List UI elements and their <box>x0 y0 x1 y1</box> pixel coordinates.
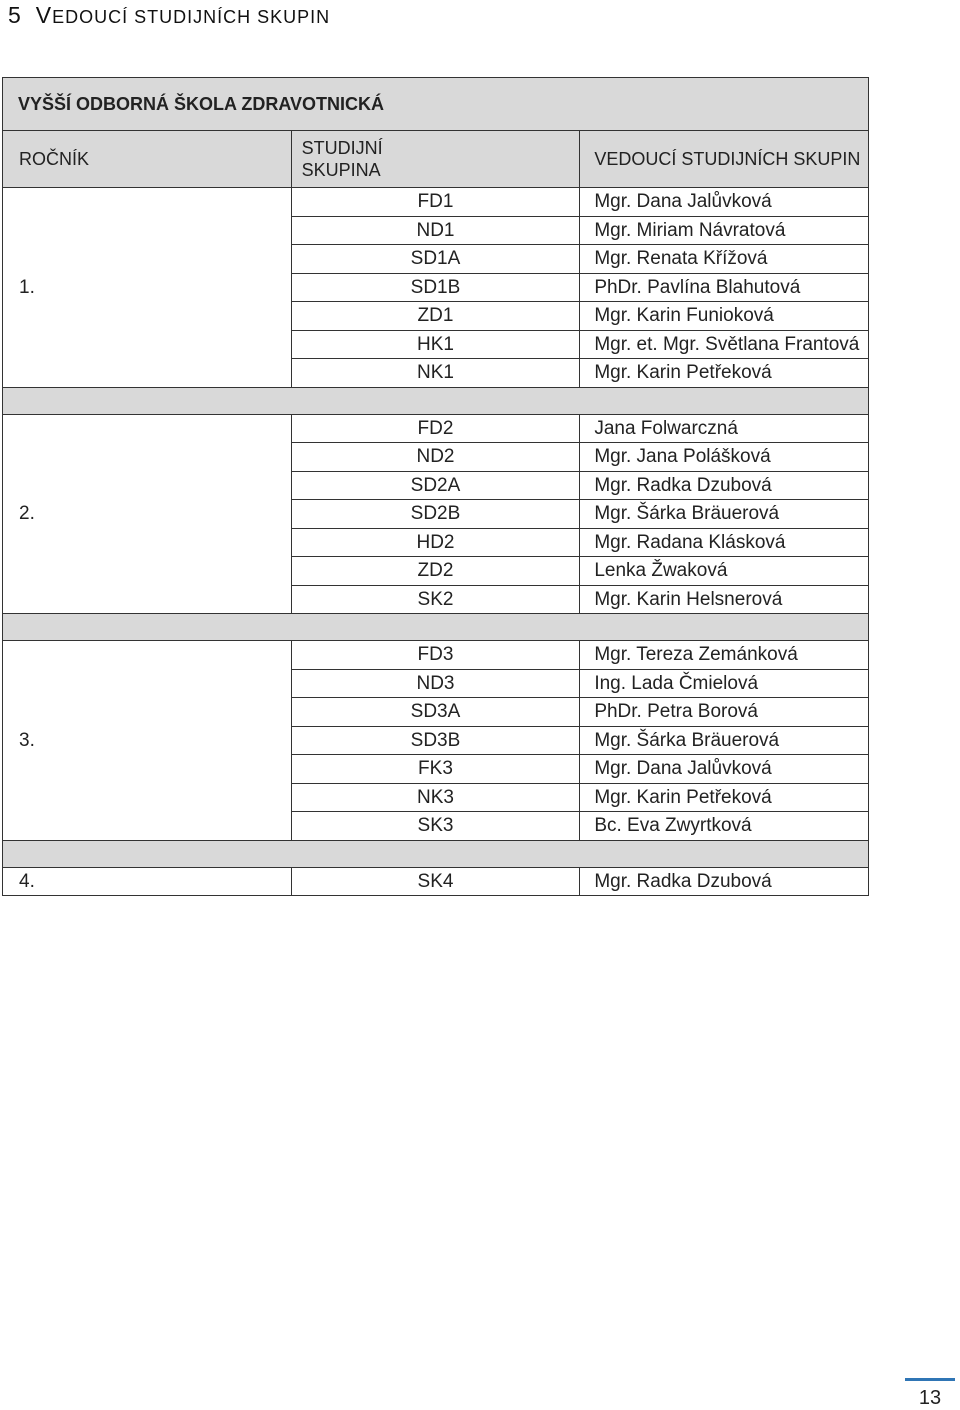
table-row <box>3 188 869 217</box>
section-heading <box>8 2 330 29</box>
leader-cell: Ing. Lada Čmielová <box>580 669 869 698</box>
group-cell: FK3 <box>291 755 580 784</box>
group-cell: ZD1 <box>291 302 580 331</box>
leader-cell: Mgr. Radana Klásková <box>580 528 869 557</box>
school-row <box>3 78 869 131</box>
page-number: 13 <box>905 1378 955 1410</box>
group-cell: FD1 <box>291 188 580 217</box>
header-group-line2: SKUPINA <box>301 160 381 180</box>
group-cell: ZD2 <box>291 557 580 586</box>
group-cell: NK3 <box>291 783 580 812</box>
group-cell: HD2 <box>291 528 580 557</box>
school-name: VYŠŠÍ ODBORNÁ ŠKOLA ZDRAVOTNICKÁ <box>3 78 869 131</box>
leader-cell: Mgr. Jana Polášková <box>580 443 869 472</box>
group-cell: SD3B <box>291 726 580 755</box>
leader-cell: Mgr. Renata Křížová <box>580 245 869 274</box>
leader-cell: Jana Folwarczná <box>580 414 869 443</box>
leader-cell: Mgr. Dana Jalůvková <box>580 188 869 217</box>
section-number: 5 <box>8 2 22 28</box>
year-cell: 1. <box>3 188 292 388</box>
leader-cell: PhDr. Petra Borová <box>580 698 869 727</box>
study-groups-table <box>2 77 869 896</box>
header-row <box>3 131 869 188</box>
year-cell: 3. <box>3 641 292 841</box>
group-cell: ND3 <box>291 669 580 698</box>
group-cell: ND1 <box>291 216 580 245</box>
group-cell: SD1B <box>291 273 580 302</box>
leader-cell: Mgr. Radka Dzubová <box>580 471 869 500</box>
leader-cell: Mgr. Miriam Návratová <box>580 216 869 245</box>
group-cell: SD2B <box>291 500 580 529</box>
table-row <box>3 641 869 670</box>
header-year: ROČNÍK <box>3 131 292 188</box>
leader-cell: Mgr. Šárka Bräuerová <box>580 500 869 529</box>
group-cell: FD2 <box>291 414 580 443</box>
group-cell: FD3 <box>291 641 580 670</box>
leader-cell: Mgr. Radka Dzubová <box>580 867 869 896</box>
header-group-line1: STUDIJNÍ <box>301 138 383 158</box>
group-cell: ND2 <box>291 443 580 472</box>
separator-row <box>3 840 869 867</box>
group-cell: SD2A <box>291 471 580 500</box>
leader-cell: Mgr. Karin Petřeková <box>580 359 869 388</box>
leader-cell: PhDr. Pavlína Blahutová <box>580 273 869 302</box>
leader-cell: Mgr. Karin Helsnerová <box>580 585 869 614</box>
group-cell: SD3A <box>291 698 580 727</box>
group-cell: SK3 <box>291 812 580 841</box>
section-title-rest: EDOUCÍ STUDIJNÍCH SKUPIN <box>52 7 331 27</box>
section-title-initial: V <box>35 2 53 28</box>
separator-cell <box>3 840 869 867</box>
group-cell: HK1 <box>291 330 580 359</box>
year-cell: 2. <box>3 414 292 614</box>
table-row <box>3 867 869 896</box>
group-cell: NK1 <box>291 359 580 388</box>
leader-cell: Mgr. Dana Jalůvková <box>580 755 869 784</box>
separator-cell <box>3 387 869 414</box>
group-cell: SD1A <box>291 245 580 274</box>
year-cell: 4. <box>3 867 292 896</box>
separator-row <box>3 614 869 641</box>
header-group <box>291 131 580 188</box>
leader-cell: Mgr. Karin Funioková <box>580 302 869 331</box>
leader-cell: Bc. Eva Zwyrtková <box>580 812 869 841</box>
group-cell: SK4 <box>291 867 580 896</box>
leader-cell: Mgr. Šárka Bräuerová <box>580 726 869 755</box>
group-cell: SK2 <box>291 585 580 614</box>
leader-cell: Mgr. Karin Petřeková <box>580 783 869 812</box>
leader-cell: Mgr. Tereza Zemánková <box>580 641 869 670</box>
table-row <box>3 414 869 443</box>
leader-cell: Lenka Žwaková <box>580 557 869 586</box>
header-leader: VEDOUCÍ STUDIJNÍCH SKUPIN <box>580 131 869 188</box>
leader-cell: Mgr. et. Mgr. Světlana Frantová <box>580 330 869 359</box>
separator-row <box>3 387 869 414</box>
separator-cell <box>3 614 869 641</box>
